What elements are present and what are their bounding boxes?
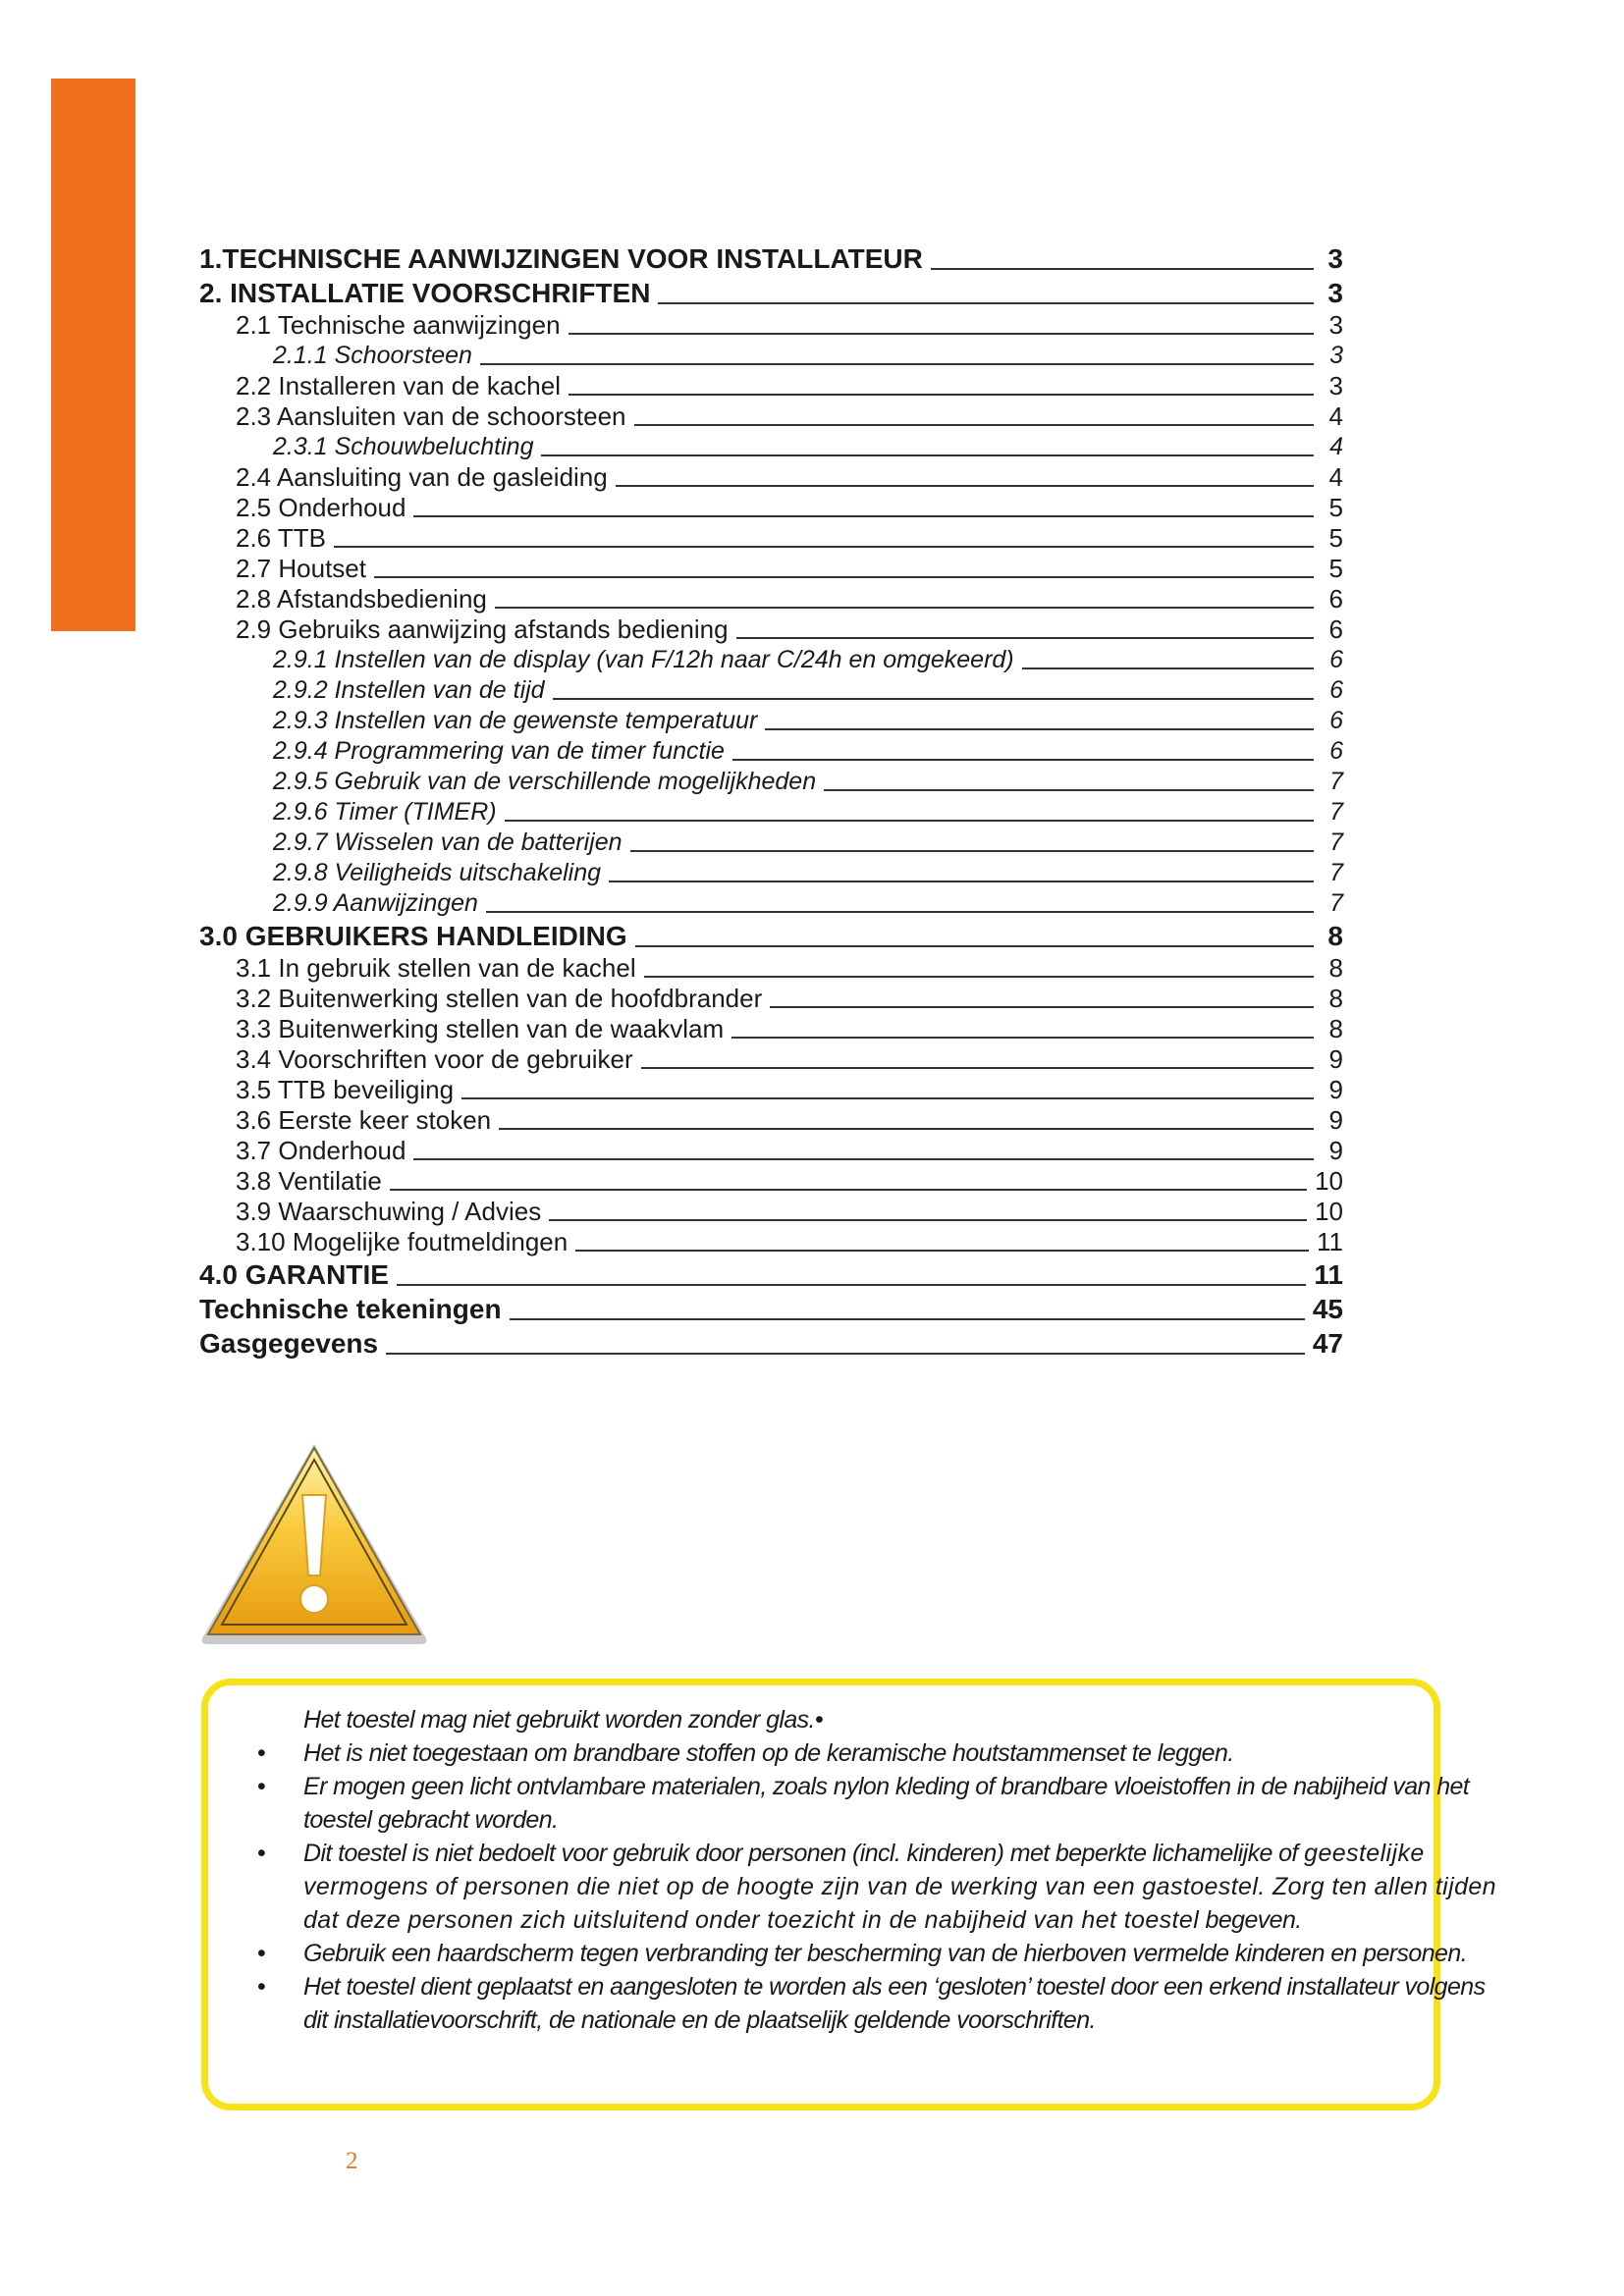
- toc-entry: [199, 401, 1343, 432]
- toc-entry: [199, 310, 1343, 341]
- toc-leader-line: [1022, 667, 1314, 669]
- toc-entry-page: 8: [1328, 984, 1343, 1013]
- toc-entry-label: 3.6 Eerste keer stoken: [236, 1105, 492, 1135]
- toc-entry-page: 7: [1329, 889, 1343, 917]
- toc-entry-label: Gasgegevens: [199, 1328, 379, 1359]
- toc-entry: [199, 493, 1343, 523]
- toc-entry: [199, 675, 1343, 706]
- toc-leader-line: [575, 1250, 1309, 1252]
- toc-leader-line: [736, 637, 1314, 639]
- toc-entry-page: 6: [1329, 646, 1343, 673]
- toc-entry: [199, 371, 1343, 401]
- toc-entry: [199, 1292, 1343, 1326]
- toc-entry: [199, 888, 1343, 919]
- toc-leader-line: [765, 728, 1314, 730]
- notice-item-text: begeven.: [1205, 1906, 1302, 1934]
- toc-entry-label: 1.TECHNISCHE AANWIJZINGEN VOOR INSTALLATEUR: [199, 243, 923, 274]
- toc-entry-page: 3: [1328, 310, 1343, 340]
- toc-entry-page: 11: [1317, 1227, 1343, 1256]
- toc-entry: [199, 432, 1343, 462]
- toc-leader-line: [568, 394, 1314, 396]
- toc-leader-line: [931, 268, 1314, 270]
- toc-entry: [199, 584, 1343, 614]
- toc-leader-line: [609, 881, 1314, 882]
- toc-leader-line: [505, 820, 1314, 822]
- toc-entry: [199, 341, 1343, 371]
- toc-entry: [199, 1014, 1343, 1044]
- toc-leader-line: [486, 911, 1314, 913]
- toc-entry: [199, 828, 1343, 858]
- toc-entry: [199, 984, 1343, 1014]
- toc-leader-line: [644, 976, 1314, 978]
- toc-entry-page: 4: [1328, 401, 1343, 431]
- toc-entry-label: 3.1 In gebruik stellen van de kachel: [236, 953, 636, 983]
- toc-entry: [199, 1257, 1343, 1292]
- toc-entry-label: 3.5 TTB beveiliging: [236, 1075, 455, 1104]
- toc-entry-page: 7: [1329, 798, 1343, 826]
- toc-leader-line: [568, 333, 1314, 335]
- toc-entry: [199, 1044, 1343, 1075]
- toc-leader-line: [630, 850, 1314, 852]
- toc-leader-line: [549, 1219, 1307, 1221]
- toc-entry-label: 2.9.2 Instellen van de tijd: [273, 676, 545, 704]
- toc-entry-label: 2.8 Afstandsbediening: [236, 584, 487, 614]
- toc-entry-label: 2.5 Onderhoud: [236, 493, 406, 522]
- toc-entry-label: 2. INSTALLATIE VOORSCHRIFTEN: [199, 278, 651, 308]
- toc-leader-line: [413, 515, 1314, 517]
- warning-triangle-icon: [196, 1438, 432, 1649]
- toc-leader-line: [824, 789, 1314, 791]
- toc-entry-page: 4: [1329, 433, 1343, 460]
- toc-entry-label: 2.9.4 Programmering van de timer functie: [273, 737, 725, 765]
- notice-item-text: geestelijke vermogens of personen die niet op de hoogte zijn van de werking van een gastoestel. Zorg ten allen tijden dat deze personen zich uitsluitend onder toezicht in de nabijheid van het toestel: [303, 1840, 1496, 1934]
- toc-leader-line: [635, 945, 1314, 947]
- toc-entry-page: 8: [1328, 1014, 1343, 1043]
- toc-leader-line: [541, 454, 1314, 456]
- toc-entry-label: 2.4 Aansluiting van de gasleiding: [236, 462, 608, 492]
- toc-entry: [199, 1136, 1343, 1166]
- toc-entry-page: 6: [1328, 584, 1343, 614]
- toc-entry-page: 6: [1329, 737, 1343, 765]
- toc-entry-page: 9: [1328, 1136, 1343, 1165]
- toc-entry-page: 7: [1329, 768, 1343, 795]
- toc-entry-label: 3.3 Buitenwerking stellen van de waakvlam: [236, 1014, 725, 1043]
- safety-notice-list: [257, 1703, 1514, 2037]
- toc-entry-page: 3: [1328, 371, 1343, 400]
- toc-entry-page: 9: [1328, 1075, 1343, 1104]
- safety-notice-box: [201, 1679, 1496, 2110]
- toc-entry-label: 2.9.1 Instellen van de display (van F/12h naar C/24h en omgekeerd): [273, 646, 1014, 673]
- toc-entry-label: 3.7 Onderhoud: [236, 1136, 406, 1165]
- toc-entry-label: 3.9 Waarschuwing / Advies: [236, 1197, 542, 1226]
- toc-entry-label: 4.0 GARANTIE: [199, 1259, 389, 1290]
- toc-leader-line: [658, 302, 1314, 304]
- toc-entry-label: 2.6 TTB: [236, 523, 327, 553]
- toc-entry-page: 6: [1329, 707, 1343, 734]
- toc-entry-label: 2.9.5 Gebruik van de verschillende mogelijkheden: [273, 768, 817, 795]
- toc-leader-line: [510, 1318, 1305, 1320]
- toc-entry-page: 6: [1329, 676, 1343, 704]
- toc-entry-label: 3.10 Mogelijke foutmeldingen: [236, 1227, 568, 1256]
- notice-item: Het toestel mag niet gebruikt worden zonder glas.•: [303, 1706, 824, 1734]
- toc-leader-line: [732, 759, 1314, 761]
- toc-entry: [199, 462, 1343, 493]
- toc-leader-line: [641, 1067, 1314, 1069]
- toc-entry: [199, 645, 1343, 675]
- toc-entry: [199, 919, 1343, 953]
- toc-leader-line: [390, 1189, 1307, 1191]
- toc-leader-line: [499, 1128, 1314, 1130]
- toc-entry-label: 2.9.9 Aanwijzingen: [273, 889, 478, 917]
- toc-entry-page: 5: [1328, 523, 1343, 553]
- notice-item: • Het is niet toegestaan om brandbare stoffen op de keramische houtstammenset te leggen.: [257, 1736, 1514, 1770]
- toc-entry: [199, 523, 1343, 554]
- toc-entry-label: 3.2 Buitenwerking stellen van de hoofdbrander: [236, 984, 763, 1013]
- toc-entry-label: 2.9.7 Wisselen van de batterijen: [273, 828, 623, 856]
- toc-entry: [199, 614, 1343, 645]
- toc-entry: [199, 554, 1343, 584]
- toc-entry: [199, 767, 1343, 797]
- toc-entry-page: 10: [1315, 1166, 1343, 1196]
- toc-entry-page: 7: [1329, 859, 1343, 886]
- toc-entry-label: 2.9.3 Instellen van de gewenste temperatuur: [273, 707, 758, 734]
- toc-entry-label: 3.8 Ventilatie: [236, 1166, 382, 1196]
- toc-leader-line: [634, 424, 1314, 426]
- toc-leader-line: [461, 1097, 1314, 1099]
- toc-entry-page: 5: [1328, 493, 1343, 522]
- toc-entry-page: 7: [1329, 828, 1343, 856]
- toc-entry-page: 4: [1328, 462, 1343, 492]
- notice-item: • Het toestel dient geplaatst en aangesloten te worden als een ‘gesloten’ toestel door een erkend installateur volgens dit installatievoorschrift, de nationale en de plaatselijk geldende voorschriften.: [257, 1970, 1514, 2037]
- toc-entry-label: 2.1.1 Schoorsteen: [273, 342, 472, 369]
- toc-entry-label: 2.3 Aansluiten van de schoorsteen: [236, 401, 626, 431]
- toc-entry-label: 3.0 GEBRUIKERS HANDLEIDING: [199, 921, 627, 951]
- toc-entry-page: 11: [1314, 1259, 1343, 1290]
- toc-entry-page: 9: [1328, 1044, 1343, 1074]
- toc-entry-label: 2.1 Technische aanwijzingen: [236, 310, 561, 340]
- toc-entry-label: Technische tekeningen: [199, 1294, 502, 1324]
- toc-entry: [199, 276, 1343, 310]
- toc-entry-page: 9: [1328, 1105, 1343, 1135]
- table-of-contents: [199, 241, 1343, 1361]
- toc-entry: [199, 241, 1343, 276]
- toc-entry: [199, 706, 1343, 736]
- toc-entry: [199, 858, 1343, 888]
- toc-entry-label: 2.9.8 Veiligheids uitschakeling: [273, 859, 602, 886]
- toc-entry-label: 2.9.6 Timer (TIMER): [273, 798, 497, 826]
- toc-entry-page: 47: [1312, 1328, 1343, 1359]
- page-number: 2: [346, 2148, 358, 2174]
- toc-leader-line: [495, 607, 1314, 609]
- toc-entry-label: 2.7 Houtset: [236, 554, 366, 583]
- toc-leader-line: [397, 1284, 1306, 1286]
- toc-entry: [199, 1326, 1343, 1361]
- toc-entry: [199, 953, 1343, 984]
- toc-entry-page: 8: [1327, 921, 1343, 951]
- toc-entry-page: 3: [1329, 342, 1343, 369]
- toc-leader-line: [731, 1037, 1314, 1039]
- toc-leader-line: [386, 1353, 1305, 1355]
- toc-entry-label: 2.2 Installeren van de kachel: [236, 371, 561, 400]
- toc-leader-line: [413, 1158, 1314, 1160]
- toc-entry: [199, 1105, 1343, 1136]
- toc-entry: [199, 1166, 1343, 1197]
- toc-leader-line: [374, 576, 1314, 578]
- toc-entry-page: 3: [1327, 243, 1343, 274]
- notice-item: • Er mogen geen licht ontvlambare materialen, zoals nylon kleding of brandbare vloeistoffen in de nabijheid van het toestel gebracht worden.: [257, 1770, 1514, 1837]
- toc-entry-label: 3.4 Voorschriften voor de gebruiker: [236, 1044, 633, 1074]
- toc-entry-label: 2.3.1 Schouwbeluchting: [273, 433, 534, 460]
- toc-entry: [199, 1197, 1343, 1227]
- toc-leader-line: [480, 363, 1314, 365]
- toc-entry: [199, 1075, 1343, 1105]
- toc-entry: [199, 736, 1343, 767]
- toc-leader-line: [616, 485, 1314, 487]
- toc-leader-line: [770, 1006, 1314, 1008]
- toc-entry: [199, 1227, 1343, 1257]
- toc-leader-line: [553, 698, 1314, 700]
- toc-entry-label: 2.9 Gebruiks aanwijzing afstands bediening: [236, 614, 729, 644]
- notice-item: • Gebruik een haardscherm tegen verbranding ter bescherming van de hierboven vermelde kinderen en personen.: [257, 1937, 1514, 1970]
- toc-entry-page: 45: [1312, 1294, 1343, 1324]
- toc-entry-page: 3: [1327, 278, 1343, 308]
- notice-item: [257, 1837, 1514, 1937]
- toc-entry-page: 6: [1328, 614, 1343, 644]
- toc-entry-page: 10: [1315, 1197, 1343, 1226]
- side-color-bar: [51, 79, 135, 631]
- toc-entry: [199, 797, 1343, 828]
- toc-entry-page: 8: [1328, 953, 1343, 983]
- toc-leader-line: [334, 546, 1314, 548]
- toc-entry-page: 5: [1328, 554, 1343, 583]
- notice-item-text: Dit toestel is niet bedoelt voor gebruik door personen (incl. kinderen) met beperkte lichamelijke of: [303, 1840, 1298, 1867]
